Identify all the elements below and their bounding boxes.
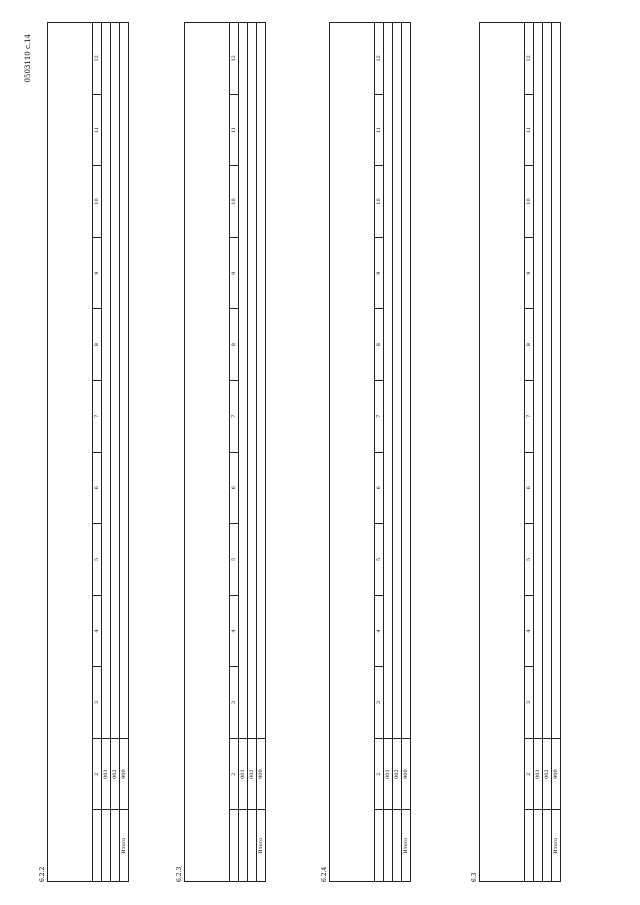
header-cells [185, 23, 230, 882]
section-table: 2 3 4 5 6 7 8 9 10 11 12 001 002 Итого 900 [184, 22, 266, 882]
header-cells [48, 23, 93, 882]
section-623 [175, 22, 266, 882]
form-code: 0503110 c.14 [24, 34, 32, 83]
section-title: 6.2.3 [176, 866, 183, 882]
section-title: 6.2.2 [39, 866, 46, 882]
header-cells [330, 23, 375, 882]
section-table: 2 3 4 5 6 7 8 9 10 11 12 001 002 Итого 900 [479, 22, 561, 882]
section-table: 2 3 4 5 6 7 8 9 10 11 12 001 002 Итого 900 [47, 22, 129, 882]
section-title: 6.3 [471, 872, 478, 882]
header-cells [480, 23, 525, 882]
section-622 [38, 22, 129, 882]
section-title: 6.2.4 [321, 866, 328, 882]
rotated-sheet [20, 22, 620, 882]
section-624 [320, 22, 411, 882]
section-table: 2 3 4 5 6 7 8 9 10 11 12 001 002 Итого 900 [329, 22, 411, 882]
section-63 [470, 22, 561, 882]
